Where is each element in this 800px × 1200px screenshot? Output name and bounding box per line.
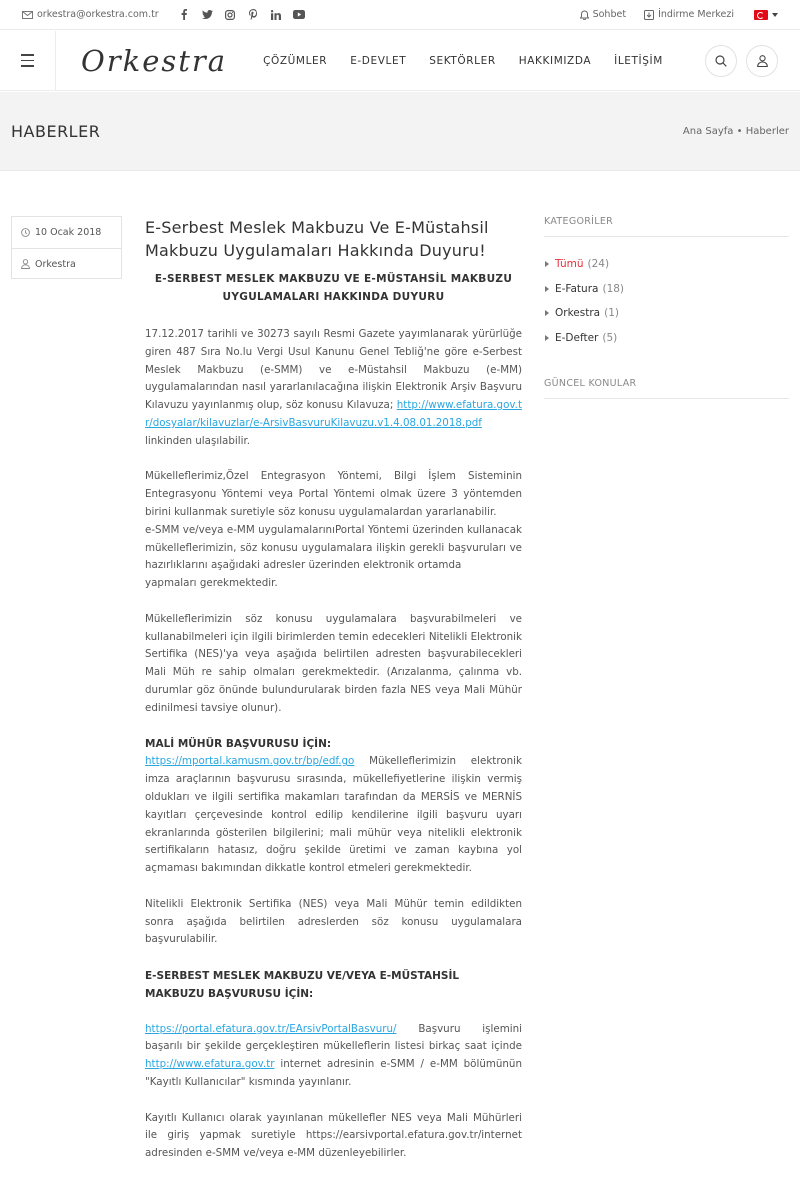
user-icon bbox=[21, 259, 30, 269]
turkey-flag-icon bbox=[754, 10, 768, 20]
section-heading-basvuru: E-SERBEST MESLEK MAKBUZU VE/VEYA E-MÜSTAHSİL MAKBUZU BAŞVURUSU İÇİN: bbox=[145, 969, 460, 1000]
user-icon bbox=[757, 55, 768, 67]
category-count: (18) bbox=[602, 282, 625, 295]
facebook-icon[interactable] bbox=[173, 8, 196, 22]
category-name: E-Defter bbox=[555, 331, 599, 344]
top-bar bbox=[0, 0, 800, 30]
nav-item-iletisim[interactable]: İLETİŞİM bbox=[614, 54, 663, 67]
caret-right-icon bbox=[545, 286, 549, 292]
post-author-text[interactable]: Orkestra bbox=[35, 258, 76, 270]
topbar-right bbox=[562, 9, 778, 20]
nav-item-sektorler[interactable]: SEKTÖRLER bbox=[429, 54, 496, 67]
category-name: Tümü bbox=[555, 258, 584, 271]
paragraph-text: 17.12.2017 tarihli ve 30273 sayılı Resmi Gazete yayımlanarak yürürlüğe giren 487 Sıra No.lu Vergi Usul Kanunu Genel Tebliğ'ne göre e-Serbest Meslek Makbuzu (e-SMM) ve e-Müstahsil Makbuzu (e-MM) uygulamalarından nasıl yararlanılacağına ilişkin Elektronik Arşiv Başvuru Kılavuzu yayınlanmış olup, söz konusu Kılavuza; bbox=[145, 328, 522, 412]
category-count: (24) bbox=[587, 258, 610, 271]
search-button[interactable] bbox=[705, 45, 737, 77]
article-title: E-Serbest Meslek Makbuzu Ve E-Müstahsil Makbuzu Uygulamaları Hakkında Duyuru! bbox=[145, 218, 489, 260]
instagram-icon[interactable] bbox=[219, 8, 242, 22]
category-item-tumu[interactable] bbox=[544, 252, 789, 277]
nav-item-e-devlet[interactable]: E-DEVLET bbox=[350, 54, 407, 67]
category-count: (5) bbox=[602, 331, 618, 344]
article-paragraph: Kayıtlı Kullanıcı olarak yayınlanan mükellefler NES veya Mali Mühürleri ile giriş yapmak suretiyle https://earsivportal.efatura.gov.tr/internet adresinden e-SMM ve/veya e-MM düzenleyebilirler. bbox=[145, 1111, 522, 1160]
nav-item-hakkimizda[interactable]: HAKKIMIZDA bbox=[518, 54, 592, 67]
article-paragraph bbox=[145, 753, 522, 878]
article-paragraph: Mükelleflerimiz,Özel Entegrasyon Yöntemi, Bilgi İşlem Sisteminin Entegrasyonu Yöntemi veya Portal Yöntemi olmak üzere 3 yöntemden birini kullanmak suretiyle söz konusu uygulamalardan yararlanabilir. bbox=[145, 470, 522, 518]
bell-icon bbox=[580, 10, 589, 20]
search-icon bbox=[715, 55, 727, 67]
section-heading-mali-muhur: MALİ MÜHÜR BAŞVURUSU İÇİN: bbox=[145, 738, 332, 751]
linkedin-icon[interactable] bbox=[265, 8, 288, 22]
breadcrumb[interactable]: Ana Sayfa • Haberler bbox=[682, 126, 789, 137]
portal-basvuru-link[interactable]: https://portal.efatura.gov.tr/EArsivPortalBasvuru/ bbox=[145, 1022, 397, 1035]
current-topics-heading: GÜNCEL KONULAR bbox=[544, 378, 789, 399]
page-banner bbox=[0, 92, 800, 171]
header-actions bbox=[705, 45, 778, 77]
categories-heading: KATEGORİLER bbox=[544, 216, 789, 237]
youtube-icon[interactable] bbox=[288, 8, 311, 22]
post-meta bbox=[11, 216, 122, 279]
page-title: HABERLER bbox=[11, 122, 101, 141]
category-name: E-Fatura bbox=[555, 282, 599, 295]
caret-right-icon bbox=[545, 310, 549, 316]
post-date-text: 10 Ocak 2018 bbox=[35, 227, 102, 238]
paragraph-text: Mükelleflerimizin elektronik imza araçlarının başvurusu sırasında, mükellefiyetlerine ilişkin vermiş oldukları ve ilgili sertifika makamları tarafından da MERSİS ve MERNİS kayıtları çerçevesinde kontrol edilip kendilerine ilgili başvuru uyarı ekranlarında gösterilen bilgilerini; mali mühür veya nitelikli elektronik sertifikaların hatasız, doğru şekilde üretimi ve zaman kaybına yol açmaması bakımından dikkatle kontrol etmeleri gerekmektedir. bbox=[145, 755, 522, 875]
social-links bbox=[173, 8, 311, 22]
sidebar bbox=[544, 216, 789, 399]
main-header bbox=[0, 31, 800, 91]
menu-toggle-button[interactable] bbox=[0, 31, 56, 91]
nav-item-cozumler[interactable]: ÇÖZÜMLER bbox=[263, 54, 328, 67]
article-paragraph: e-SMM ve/veya e-MM uygulamalarınıPortal Yöntemi üzerinden kullanacak mükelleflerimizin, söz konusu uygulamalara ilişkin gerekli başvuruları ve hazırlıklarını aşağıdaki adresler üzerinden elektronik ortamda bbox=[145, 523, 522, 572]
article-paragraph: Nitelikli Elektronik Sertifika (NES) veya Mali Mühür temin edildikten sonra aşağıda belirtilen adreslerden söz konusu uygulamalara başvurulabilir. bbox=[145, 897, 522, 946]
clock-icon bbox=[21, 228, 30, 237]
caret-right-icon bbox=[545, 335, 549, 341]
pinterest-icon[interactable] bbox=[242, 8, 265, 22]
hamburger-icon bbox=[21, 52, 34, 69]
article-subtitle: E-SERBEST MESLEK MAKBUZU VE E-MÜSTAHSİL MAKBUZU UYGULAMALARI HAKKINDA DUYURU bbox=[154, 273, 513, 303]
article bbox=[145, 216, 522, 1163]
email-contact[interactable] bbox=[22, 9, 159, 20]
envelope-icon bbox=[22, 11, 33, 19]
user-account-button[interactable] bbox=[746, 45, 778, 77]
article-paragraph: yapmaları gerekmektedir. bbox=[145, 577, 278, 590]
category-list bbox=[544, 252, 789, 350]
category-item-e-defter[interactable] bbox=[544, 326, 789, 351]
paragraph-text: linkinden ulaşılabilir. bbox=[145, 434, 251, 447]
category-item-e-fatura[interactable] bbox=[544, 277, 789, 302]
mali-muhur-link[interactable]: https://mportal.kamusm.gov.tr/bp/edf.go bbox=[145, 755, 355, 768]
category-item-orkestra[interactable] bbox=[544, 301, 789, 326]
language-selector[interactable] bbox=[754, 10, 778, 20]
twitter-icon[interactable] bbox=[196, 8, 219, 22]
download-icon bbox=[644, 10, 654, 20]
chat-label: Sohbet bbox=[592, 9, 627, 20]
kilavuz-link[interactable]: http://www.efatura.gov.tr/dosyalar/kilavuzlar/e-ArsivBasvuruKilavuzu.v1.4.08.01.2018.pdf bbox=[145, 399, 522, 429]
post-date bbox=[12, 217, 121, 248]
download-center-label: İndirme Merkezi bbox=[658, 9, 734, 20]
logo[interactable]: Orkestra bbox=[81, 43, 228, 78]
email-text: orkestra@orkestra.com.tr bbox=[37, 9, 159, 20]
article-paragraph: Mükelleflerimizin söz konusu uygulamalara başvurabilmeleri ve kullanabilmeleri için ilgili birimlerden temin edecekleri Nitelikli Elektronik Sertifika (NES)'ya veya aşağıda belirtilen adresten başvurabilecekleri Mali Müh re sahip olmaları gerekmektedir. (Arızalanma, çalınma vb. durumlar göz önünde bulundurularak birden fazla NES veya Mali Mühür edinilmesi tavsiye olunur). bbox=[145, 612, 522, 714]
caret-right-icon bbox=[545, 261, 549, 267]
category-name: Orkestra bbox=[555, 307, 601, 320]
article-paragraph bbox=[145, 1021, 522, 1092]
paragraph-text: Başvuru işlemini başarılı bir şekilde gerçekleştiren mükelleflerin listesi birkaç saat içinde bbox=[145, 1022, 522, 1053]
chevron-down-icon bbox=[772, 13, 778, 17]
paragraph-text: internet adresinin e-SMM / e-MM bölümünün "Kayıtlı Kullanıcılar" kısmında yayınlanır. bbox=[145, 1058, 522, 1089]
efatura-link[interactable]: http://www.efatura.gov.tr bbox=[145, 1058, 275, 1071]
post-author bbox=[12, 248, 121, 279]
main-nav bbox=[263, 55, 686, 67]
chat-link[interactable] bbox=[580, 9, 626, 20]
download-center-link[interactable] bbox=[644, 9, 734, 20]
category-count: (1) bbox=[604, 307, 619, 320]
article-paragraph bbox=[145, 326, 522, 451]
